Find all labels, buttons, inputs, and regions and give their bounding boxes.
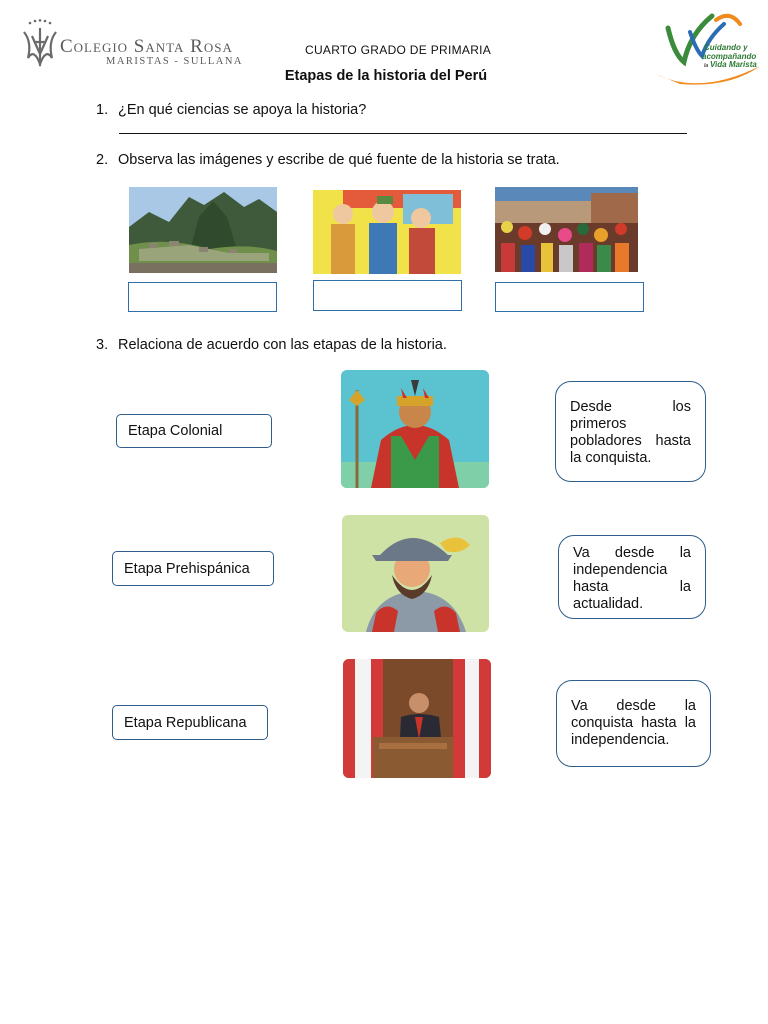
president-photo [343,659,491,778]
answer-box-1[interactable] [128,282,277,312]
description-box[interactable] [556,680,711,767]
stage-box[interactable] [112,705,268,740]
question-3 [96,337,447,353]
question-2 [96,152,560,168]
page-title: Etapas de la historia del Perú [284,68,488,84]
conquistador-illustration [342,515,489,632]
question-1-text: ¿En qué ciencias se apoya la historia? [118,102,367,118]
description-box[interactable] [558,535,706,619]
stage-box[interactable] [116,414,272,448]
stage-label: Etapa Colonial [128,423,223,439]
inca-illustration [341,370,489,488]
logo-line-1: Cuidando y [704,43,748,52]
question-2-number: 2. [96,152,109,168]
school-name: Colegio Santa Rosa [60,36,233,57]
logo-line-4: Vida Marista [710,60,757,69]
logo-line-3: la [704,63,709,69]
school-subtitle: MARISTAS - SULLANA [106,56,243,67]
question-3-number: 3. [96,337,109,353]
answer-box-2[interactable] [313,280,462,311]
grade-label: CUARTO GRADO DE PRIMARIA [305,43,492,57]
marist-emblem-icon [20,18,60,70]
machu-picchu-photo [129,187,277,273]
question-1 [96,102,366,118]
question-1-number: 1. [96,102,109,118]
question-3-text: Relaciona de acuerdo con las etapas de la historia. [118,337,447,353]
stage-box[interactable] [112,551,274,586]
stage-label: Etapa Republicana [124,714,247,731]
description-text: Desde los primeros pobladores hasta la conquista. [570,399,691,466]
school-logo [20,18,280,74]
description-text: Va desde la independencia hasta la actualidad. [573,545,691,612]
comic-illustration [313,190,461,274]
answer-box-3[interactable] [495,282,644,312]
festival-photo [495,187,638,272]
description-box[interactable] [555,381,706,482]
answer-line[interactable] [119,133,687,134]
logo-line-2: acompañando [702,52,757,61]
question-2-text: Observa las imágenes y escribe de qué fuente de la historia se trata. [118,152,560,168]
vida-marista-logo [650,4,768,90]
stage-label: Etapa Prehispánica [124,560,250,577]
description-text: Va desde la conquista hasta la independencia. [571,698,696,748]
